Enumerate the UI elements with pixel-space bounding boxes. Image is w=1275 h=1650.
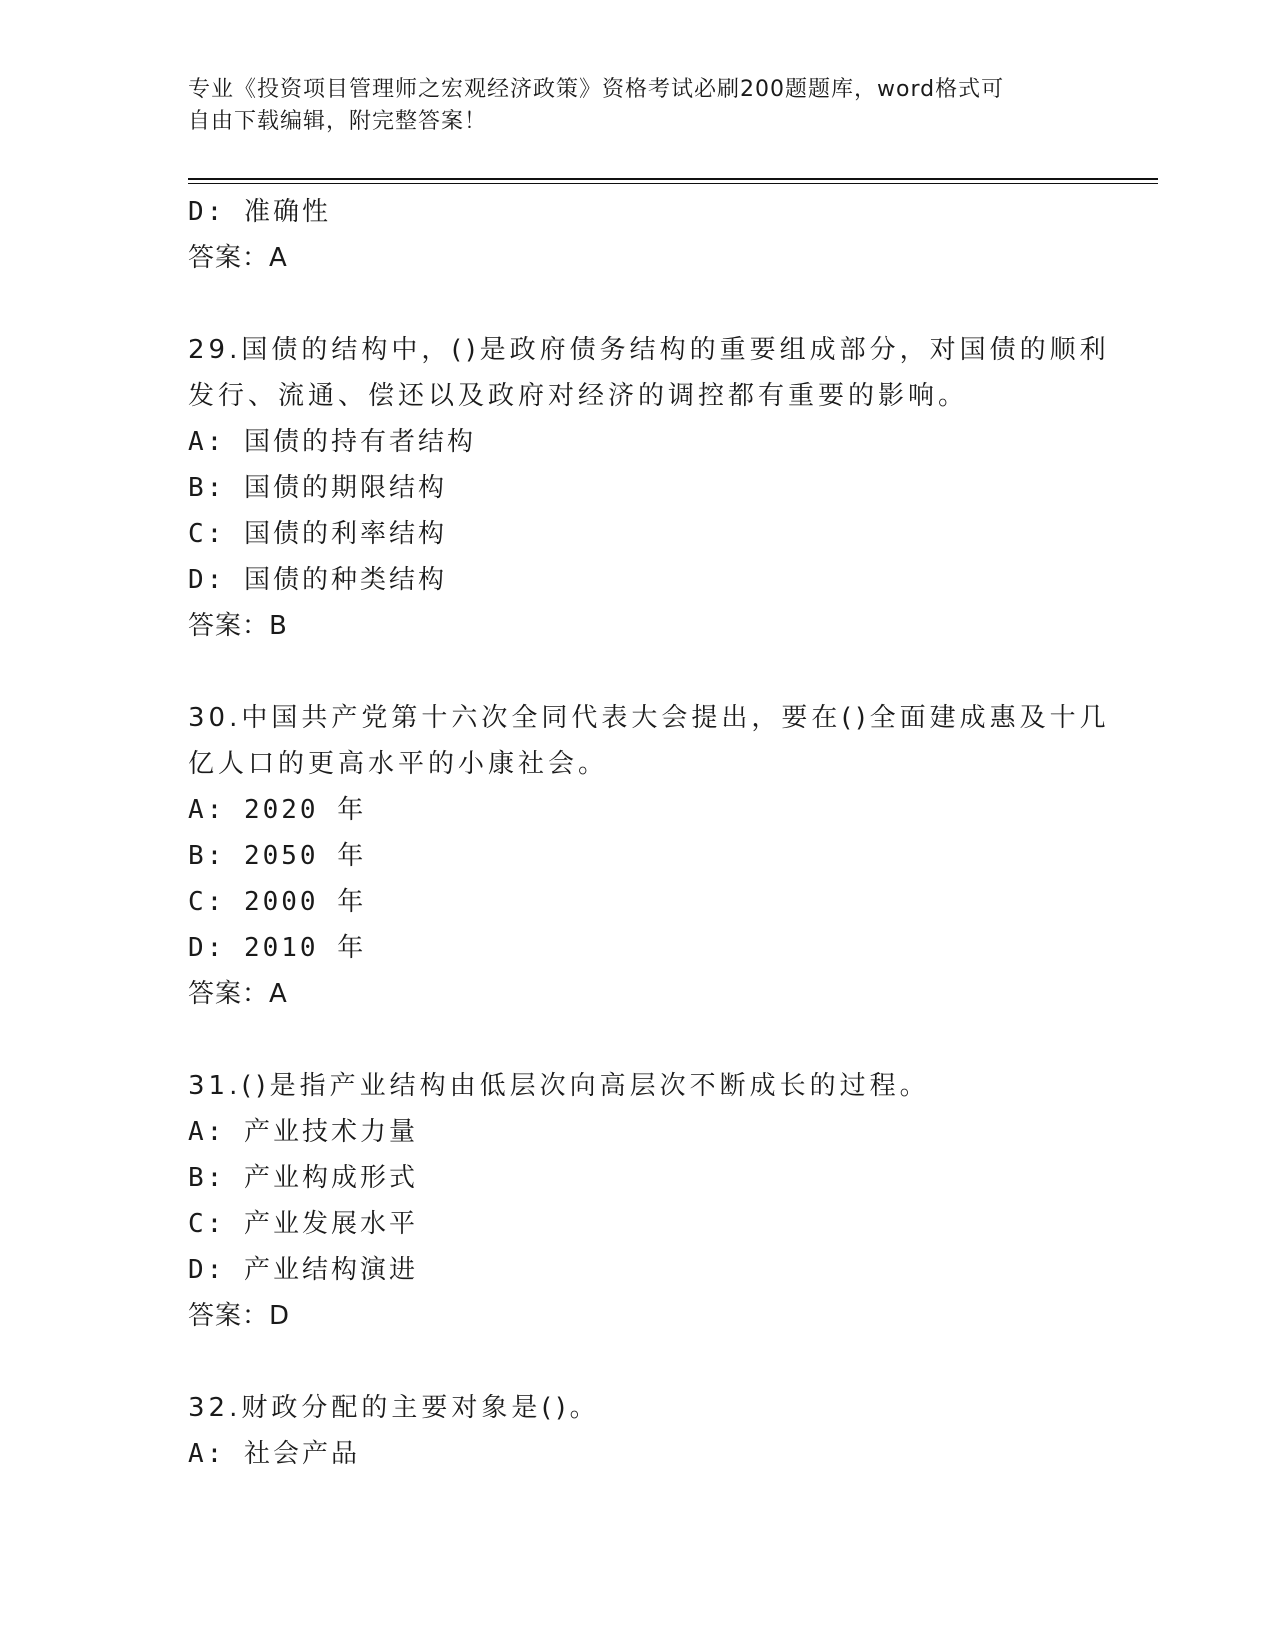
option-c: C: 产业发展水平 <box>188 1209 418 1239</box>
option-a: A: 国债的持有者结构 <box>188 427 476 457</box>
header-rule-thin <box>188 183 1158 184</box>
option-d: D: 产业结构演进 <box>188 1255 418 1285</box>
question-stem-line-1: 30.中国共产党第十六次全同代表大会提出，要在()全面建成惠及十几 <box>188 703 1110 733</box>
option-c: C: 国债的利率结构 <box>188 519 447 549</box>
option-b: B: 国债的期限结构 <box>188 473 447 503</box>
option-a: A: 产业技术力量 <box>188 1117 418 1147</box>
previous-question-tail <box>188 189 1088 281</box>
question-stem-line-2: 发行、流通、偿还以及政府对经济的调控都有重要的影响。 <box>188 381 969 411</box>
option-d: D: 2010 年 <box>188 933 367 963</box>
header-line-1: 专业《投资项目管理师之宏观经济政策》资格考试必刷200题题库，word格式可 <box>188 77 1005 102</box>
option-b: B: 产业构成形式 <box>188 1163 418 1193</box>
question-stem-line-1: 31.()是指产业结构由低层次向高层次不断成长的过程。 <box>188 1071 930 1101</box>
header-rule-thick <box>188 178 1158 180</box>
question-30 <box>188 695 1110 1017</box>
question-content <box>188 189 1110 1477</box>
question-stem-line-1: 29.国债的结构中，()是政府债务结构的重要组成部分，对国债的顺利 <box>188 335 1110 365</box>
answer-line: 答案：A <box>188 243 288 273</box>
question-stem-line-2: 亿人口的更高水平的小康社会。 <box>188 749 609 779</box>
page-header <box>188 74 1068 138</box>
answer-line: 答案：B <box>188 611 288 641</box>
answer-line: 答案：D <box>188 1301 291 1331</box>
option-c: C: 2000 年 <box>188 887 367 917</box>
option-b: B: 2050 年 <box>188 841 367 871</box>
answer-line: 答案：A <box>188 979 288 1009</box>
option-a: A: 2020 年 <box>188 795 367 825</box>
option-d: D: 准确性 <box>188 197 331 227</box>
question-29 <box>188 327 1110 649</box>
question-stem-line-1: 32.财政分配的主要对象是()。 <box>188 1393 600 1423</box>
header-line-2: 自由下载编辑，附完整答案！ <box>188 109 488 134</box>
question-32 <box>188 1385 1088 1477</box>
option-d: D: 国债的种类结构 <box>188 565 447 595</box>
question-31 <box>188 1063 1088 1339</box>
option-a: A: 社会产品 <box>188 1439 360 1469</box>
